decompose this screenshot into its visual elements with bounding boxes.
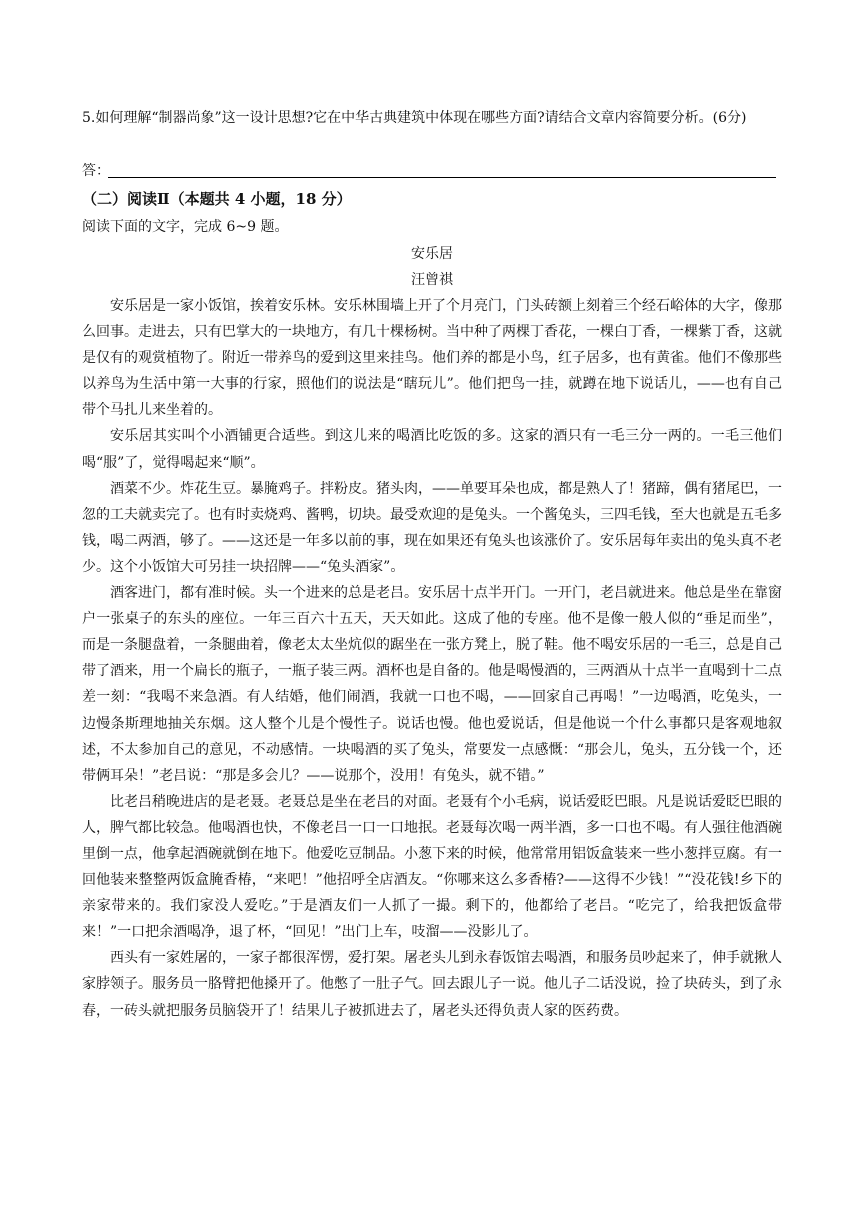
article-paragraph: 安乐居是一家小饭馆，挨着安乐林。安乐林围墙上开了个月亮门，门头砖额上刻着三个经石峪体的大字，像那么回事。走进去，只有巴掌大的一块地方，有几十棵杨树。当中种了两棵丁香花，一棵白丁香，一棵紫丁香，这就是仅有的观赏植物了。附近一带养鸟的爱到这里来挂鸟。他们养的都是小鸟，红子居多，也有黄雀。他们不像那些以养鸟为生活中第一大事的行家，照他们的说法是“瞎玩儿”。他们把鸟一挂，就蹲在地下说话儿，——也有自己带个马扎儿来坐着的。 [82,298,782,419]
answer-blank-line[interactable] [108,177,776,178]
article-author: 汪曾祺 [411,272,453,288]
article-body [82,293,782,1024]
article-paragraph: 西头有一家姓屠的，一家子都很浑愣，爱打架。屠老头儿到永春饭馆去喝酒，和服务员吵起来了，伸手就揪人家脖领子。服务员一胳臂把他搡开了。他憋了一肚子气。回去跟儿子一说。他儿子二话没说，捡了块砖头，到了永春，一砖头就把服务员脑袋开了！结果儿子被抓进去了，屠老头还得负责人家的医药费。 [82,950,782,1019]
answer-label: 答： [82,163,110,179]
answer-area [82,160,782,180]
article-paragraph: 酒客进门，都有准时候。头一个进来的总是老吕。安乐居十点半开门。一开门，老吕就进来。他总是坐在靠窗户一张桌子的东头的座位。一年三百六十五天，天天如此。这成了他的专座。他不是像一般人似的“垂足而坐”，而是一条腿盘着，一条腿曲着，像老太太坐炕似的踞坐在一张方凳上，脱了鞋。他不喝安乐居的一毛三，总是自己带了酒来，用一个扁长的瓶子，一瓶子装三两。酒杯也是自备的。他是喝慢酒的，三两酒从十点半一直喝到十二点差一刻：“我喝不来急酒。有人结婚，他们闹酒，我就一口也不喝，——回家自己再喝！”一边喝酒，吃兔头，一边慢条斯理地抽关东烟。这人整个儿是个慢性子。说话也慢。他也爱说话，但是他说一个什么事都只是客观地叙述，不太参加自己的意见，不动感情。一块喝酒的买了兔头，常要发一点感慨：“那会儿，兔头，五分钱一个，还带俩耳朵！”老吕说：“那是多会儿？——说那个，没用！有兔头，就不错。” [82,585,782,784]
article-paragraph: 比老吕稍晚进店的是老聂。老聂总是坐在老吕的对面。老聂有个小毛病，说话爱眨巴眼。凡是说话爱眨巴眼的人，脾气都比较急。他喝酒也快，不像老吕一口一口地抿。老聂每次喝一两半酒，多一口也不喝。有人强往他酒碗里倒一点，他拿起酒碗就倒在地下。他爱吃豆制品。小葱下来的时候，他常常用铝饭盒装来一些小葱拌豆腐。有一回他装来整整两饭盒腌香椿，“来吧！”他招呼全店酒友。“你哪来这么多香椿?——这得不少钱！”“没花钱!乡下的亲家带来的。我们家没人爱吃。”于是酒友们一人抓了一撮。剩下的，他都给了老吕。“吃完了，给我把饭盒带来！”一口把余酒喝净，退了杯，“回见！”出门上车，吱溜——没影儿了。 [82,793,782,941]
article-paragraph: 安乐居其实叫个小酒铺更合适些。到这儿来的喝酒比吃饭的多。这家的酒只有一毛三分一两的。一毛三他们喝“服”了，觉得喝起来“顺”。 [82,428,782,471]
article-title: 安乐居 [411,246,453,262]
question-5: 5.如何理解“制器尚象”这一设计思想?它在中华古典建筑中体现在哪些方面?请结合文章内容简要分析。(6分) [82,110,747,126]
section-instruction: 阅读下面的文字，完成 6~9 题。 [82,219,289,235]
article-paragraph: 酒菜不少。炸花生豆。暴腌鸡子。拌粉皮。猪头肉，——单要耳朵也成，都是熟人了！猪蹄，偶有猪尾巴，一忽的工夫就卖完了。也有时卖烧鸡、酱鸭，切块。最受欢迎的是兔头。一个酱兔头，三四毛钱，至大也就是五毛多钱，喝二两酒，够了。——这还是一年多以前的事，现在如果还有兔头也该涨价了。安乐居每年卖出的兔头真不老少。这个小饭馆大可另挂一块招牌——“兔头酒家”。 [82,480,782,575]
section-title: （二）阅读Ⅱ（本题共 4 小题，18 分） [82,190,352,208]
